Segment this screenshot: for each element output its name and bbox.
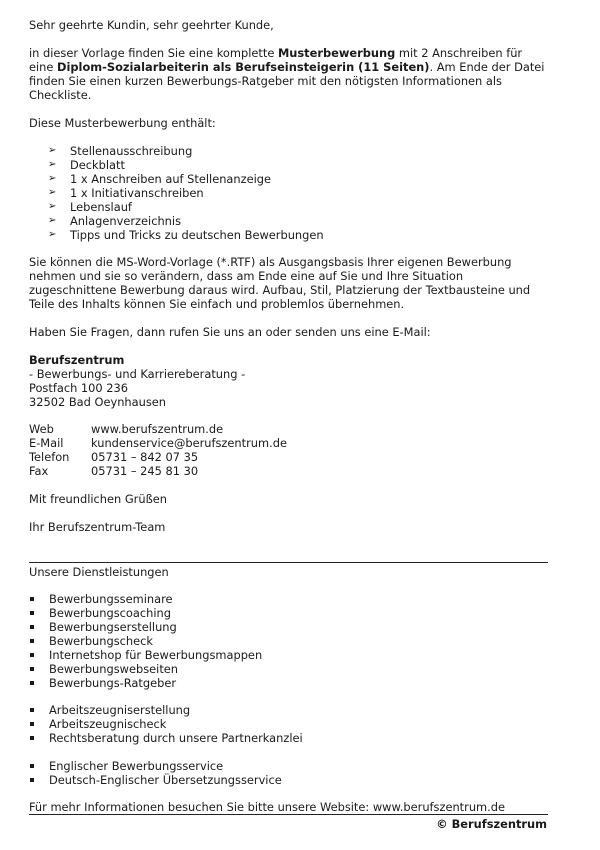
copyright: © Berufszentrum <box>436 817 547 831</box>
usage-line: Sie können die MS-Word-Vorlage (*.RTF) als Ausgangsbasis Ihrer eigenen Bewerbung <box>29 255 512 269</box>
intro-text: in dieser Vorlage finden Sie eine komplette <box>29 46 278 60</box>
list-item: 1 x Initiativanschreiben <box>70 186 204 200</box>
list-item: Lebenslauf <box>70 200 132 214</box>
company-tagline: - Bewerbungs- und Karriereberatung - <box>29 367 246 381</box>
footer-info: Für mehr Informationen besuchen Sie bitte unsere Website: www.berufszentrum.de <box>29 800 506 814</box>
closing: Mit freundlichen Grüßen <box>29 492 167 506</box>
square-bullet-icon <box>30 611 34 615</box>
footer-divider <box>29 814 548 815</box>
list-item: Bewerbungsseminare <box>49 592 173 606</box>
list-item: Stellenausschreibung <box>70 144 193 158</box>
intro-text: eine <box>29 60 58 74</box>
contents-heading: Diese Musterbewerbung enthält: <box>29 116 216 130</box>
list-item: Internetshop für Bewerbungsmappen <box>49 648 263 662</box>
arrow-bullet-icon: ➢ <box>48 145 57 156</box>
intro-text: . Am Ende der Datei <box>429 60 545 74</box>
address-pobox: Postfach 100 236 <box>29 381 129 395</box>
intro-bold: Musterbewerbung <box>277 46 396 60</box>
list-item: Deutsch-Englischer Übersetzungsservice <box>49 773 282 787</box>
usage-line: nehmen und sie so verändern, dass am Ende eine auf Sie und Ihre Situation <box>29 269 464 283</box>
list-item: Arbeitszeugniserstellung <box>49 703 191 717</box>
list-item: Bewerbungs-Ratgeber <box>49 676 177 690</box>
services-heading: Unsere Dienstleistungen <box>29 565 169 579</box>
list-item: 1 x Anschreiben auf Stellenanzeige <box>70 172 272 186</box>
questions-text: Haben Sie Fragen, dann rufen Sie uns an oder senden uns eine E-Mail: <box>29 325 431 339</box>
usage-line: zugeschnittene Bewerbung daraus wird. Aufbau, Stil, Platzierung der Textbausteine und <box>29 283 531 297</box>
address-city: 32502 Bad Oeynhausen <box>29 395 167 409</box>
arrow-bullet-icon: ➢ <box>48 215 57 226</box>
signature: Ihr Berufszentrum-Team <box>29 520 166 534</box>
list-item: Bewerbungscheck <box>49 634 154 648</box>
contact-phone: 05731 – 842 07 35 <box>91 450 199 464</box>
list-item: Anlagenverzeichnis <box>70 214 181 228</box>
arrow-bullet-icon: ➢ <box>48 173 57 184</box>
square-bullet-icon <box>30 625 34 629</box>
contact-label: Web <box>29 422 54 436</box>
intro-bold: Diplom-Sozialarbeiterin als Berufseinsteigerin (11 Seiten) <box>57 60 430 74</box>
square-bullet-icon <box>30 597 34 601</box>
square-bullet-icon <box>30 653 34 657</box>
square-bullet-icon <box>30 722 34 726</box>
square-bullet-icon <box>30 764 34 768</box>
square-bullet-icon <box>30 708 34 712</box>
arrow-bullet-icon: ➢ <box>48 159 57 170</box>
intro-line-3: finden Sie einen kurzen Bewerbungs-Ratgeber mit den nötigsten Informationen als <box>29 74 502 88</box>
intro-line-1 <box>29 46 522 60</box>
divider <box>29 562 548 563</box>
intro-text: mit 2 Anschreiben für <box>395 46 523 60</box>
salutation: Sehr geehrte Kundin, sehr geehrter Kunde, <box>29 18 274 32</box>
square-bullet-icon <box>30 667 34 671</box>
list-item: Tipps und Tricks zu deutschen Bewerbungen <box>70 228 324 242</box>
arrow-bullet-icon: ➢ <box>48 201 57 212</box>
contact-fax: 05731 – 245 81 30 <box>91 464 199 478</box>
list-item: Bewerbungscoaching <box>49 606 171 620</box>
company-name: Berufszentrum <box>29 353 125 367</box>
intro-line-4: Checkliste. <box>29 88 92 102</box>
list-item: Bewerbungswebseiten <box>49 662 179 676</box>
contact-label: Telefon <box>29 450 70 464</box>
contact-email[interactable]: kundenservice@berufszentrum.de <box>91 436 287 450</box>
square-bullet-icon <box>30 736 34 740</box>
contact-web[interactable]: www.berufszentrum.de <box>91 422 224 436</box>
arrow-bullet-icon: ➢ <box>48 187 57 198</box>
list-item: Bewerbungserstellung <box>49 620 177 634</box>
square-bullet-icon <box>30 681 34 685</box>
list-item: Englischer Bewerbungsservice <box>49 759 224 773</box>
usage-line: Teile des Inhalts können Sie einfach und problemlos übernehmen. <box>29 297 405 311</box>
square-bullet-icon <box>30 639 34 643</box>
arrow-bullet-icon: ➢ <box>48 229 57 240</box>
intro-line-2 <box>29 60 544 74</box>
list-item: Rechtsberatung durch unsere Partnerkanzlei <box>49 731 303 745</box>
list-item: Deckblatt <box>70 158 125 172</box>
square-bullet-icon <box>30 778 34 782</box>
contact-label: E-Mail <box>29 436 64 450</box>
list-item: Arbeitszeugnischeck <box>49 717 167 731</box>
contact-label: Fax <box>29 464 49 478</box>
